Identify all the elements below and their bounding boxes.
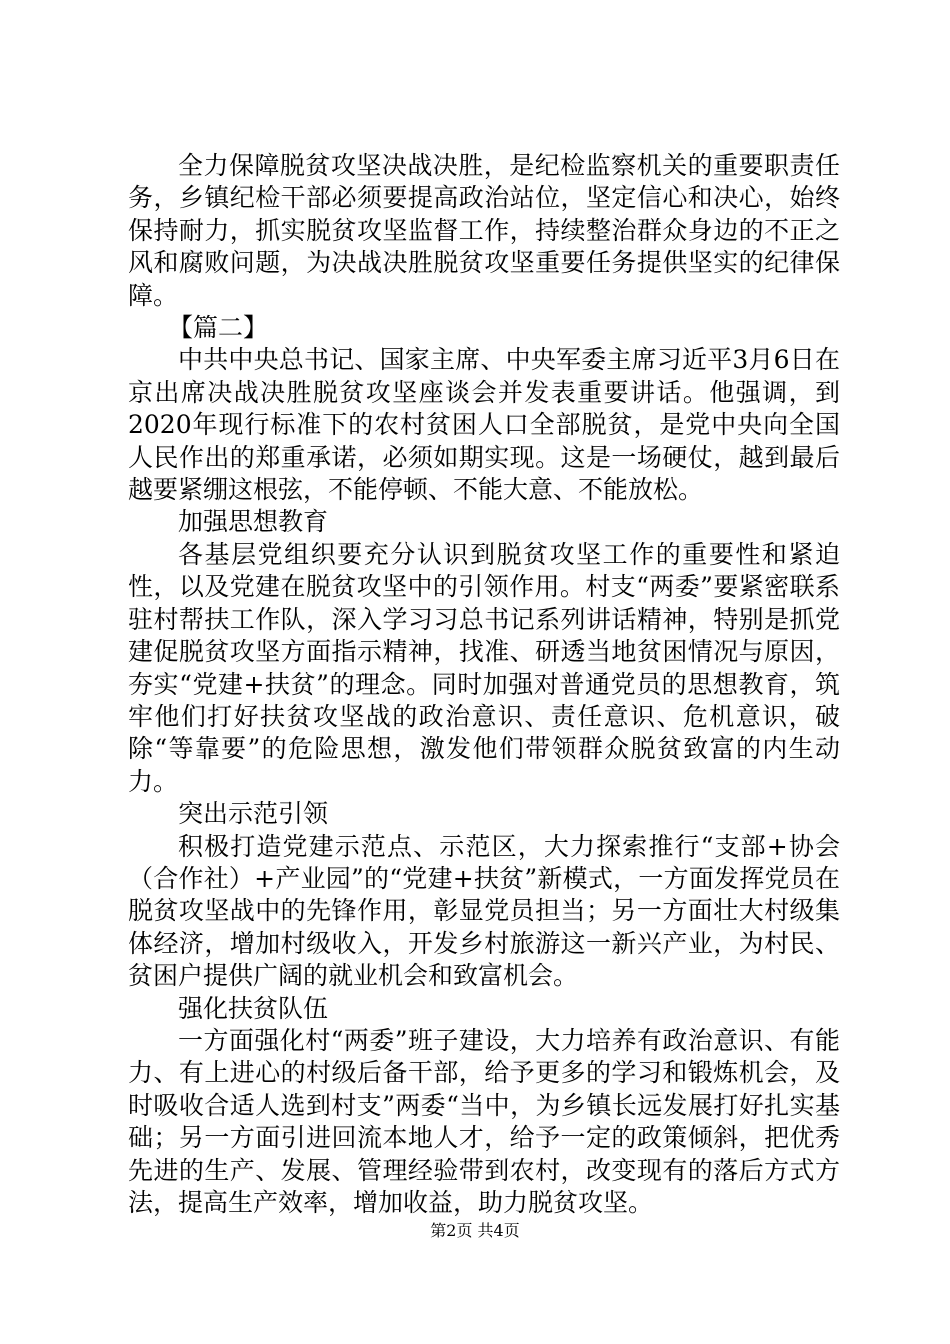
document-body (128, 150, 840, 1219)
paragraph-education: 各基层党组织要充分认识到脱贫攻坚工作的重要性和紧迫性，以及党建在脱贫攻坚中的引领作用。村支“两委”要紧密联系驻村帮扶工作队，深入学习习总书记系列讲话精神，特别是抓党建促脱贫攻坚方面指示精神，找准、研透当地贫困情况与原因，夯实“党建+扶贫”的理念。同时加强对普通党员的思想教育，筑牢他们打好扶贫攻坚战的政治意识、责任意识、危机意识，破除“等靠要”的危险思想，激发他们带领群众脱贫致富的内生动力。 (128, 539, 840, 796)
paragraph-demonstration: 积极打造党建示范点、示范区，大力探索推行“支部+协会（合作社）+产业园”的“党建+扶贫”新模式，一方面发挥党员在脱贫攻坚战中的先锋作用，彰显党员担当；另一方面壮大村级集体经济，增加村级收入，开发乡村旅游这一新兴产业，为村民、贫困户提供广阔的就业机会和致富机会。 (128, 831, 840, 991)
document-page (128, 150, 840, 1219)
page-footer: 第2页 共4页 (430, 1221, 520, 1240)
paragraph-team: 一方面强化村“两委”班子建设，大力培养有政治意识、有能力、有上进心的村级后备干部，给予更多的学习和锻炼机会，及时吸收合适人选到村支”两委“当中，为乡镇长远发展打好扎实基础；另一方面引进回流本地人才，给予一定的政策倾斜，把优秀先进的生产、发展、管理经验带到农村，改变现有的落后方式方法，提高生产效率，增加收益，助力脱贫攻坚。 (128, 1025, 840, 1217)
heading-demonstration: 突出示范引领 (178, 799, 329, 829)
paragraph-speech: 中共中央总书记、国家主席、中央军委主席习近平3月6日在京出席决战决胜脱贫攻坚座谈会并发表重要讲话。他强调，到2020年现行标准下的农村贫困人口全部脱贫，是党中央向全国人民作出的郑重承诺，必须如期实现。这是一场硬仗，越到最后越要紧绷这根弦，不能停顿、不能大意、不能放松。 (128, 345, 840, 505)
heading-education: 加强思想教育 (178, 507, 329, 537)
paragraph-intro: 全力保障脱贫攻坚决战决胜，是纪检监察机关的重要职责任务，乡镇纪检干部必须要提高政治站位，坚定信心和决心，始终保持耐力，抓实脱贫攻坚监督工作，持续整治群众身边的不正之风和腐败问题，为决战决胜脱贫攻坚重要任务提供坚实的纪律保障。 (128, 151, 840, 310)
section-marker: 【篇二】 (168, 313, 269, 343)
heading-team: 强化扶贫队伍 (178, 993, 329, 1023)
